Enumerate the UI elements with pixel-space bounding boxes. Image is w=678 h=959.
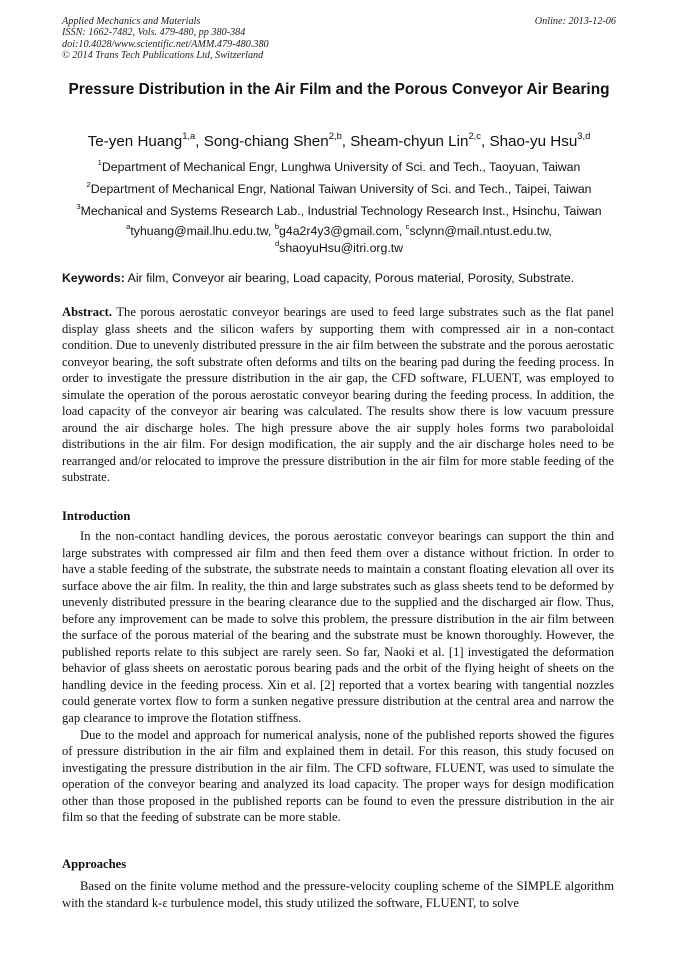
affiliation-text: Department of Mechanical Engr, Lunghwa University of Sci. and Tech., Taoyuan, Taiwan bbox=[101, 160, 581, 175]
email-superscript: b bbox=[274, 222, 280, 232]
journal-header bbox=[62, 16, 269, 61]
author-superscript: 3,d bbox=[577, 130, 591, 142]
affiliation-text: Department of Mechanical Engr, National Taiwan University of Sci. and Tech., Taipei, Taiwan bbox=[90, 182, 592, 197]
affiliation-superscript: 3 bbox=[76, 202, 81, 212]
author-name: Shao-yu Hsu bbox=[489, 133, 578, 151]
author-superscript: 1,a bbox=[182, 130, 196, 142]
section-heading: Approaches bbox=[62, 857, 127, 871]
doi-line: doi:10.4028/www.scientific.net/AMM.479-480.380 bbox=[62, 38, 269, 50]
author-superscript: 2,b bbox=[328, 130, 342, 142]
affiliation-text: Mechanical and Systems Research Lab., Industrial Technology Research Inst., Hsinchu, Taiwan bbox=[80, 204, 602, 219]
email-list bbox=[62, 221, 616, 255]
keywords-label: Keywords: bbox=[62, 271, 125, 285]
paragraph: Based on the finite volume method and the pressure-velocity coupling scheme of the SIMPLE algorithm with the standard k-ε turbulence model, this study utilized the software, FLUENT, to solve bbox=[62, 879, 614, 910]
affiliation bbox=[40, 200, 638, 219]
email-superscript: d bbox=[274, 239, 280, 249]
abstract-text: The porous aerostatic conveyor bearings are used to feed large substrates such as the flat panel display glass sheets and the silicon wafers by supporting them with compressed air in a non-contact condition. Due to unevenly distributed pressure in the air film between the substrate and the porous aerostatic conveyor bearing, the soft substrate often deforms and tilts on the bearing pad during the feeding process. In order to investigate the pressure distribution in the air gap, the CFD software, FLUENT, was employed to simulate the operation of the porous aerostatic conveyor bearing during the feeding process. In addition, the load capacity of the conveyor air bearing was calculated. The results show there is low vacuum pressure around the air discharge holes. The high pressure above the air supply holes forms two paraboloidal distributions in the air film. For design modification, the air supply and the air discharge holes need to be rearranged and/or relocated to improve the pressure distribution in the air film for more stable feeding of the substrate. bbox=[62, 305, 615, 485]
email-address: shaoyuHsu@itri.org.tw bbox=[279, 241, 404, 256]
approaches-body bbox=[62, 878, 614, 911]
affiliation bbox=[40, 178, 638, 197]
email-address: sclynn@mail.ntust.edu.tw, bbox=[409, 224, 552, 239]
abstract bbox=[62, 304, 614, 486]
email-address: g4a2r4y3@gmail.com, bbox=[279, 224, 403, 239]
copyright-line: © 2014 Trans Tech Publications Ltd, Switzerland bbox=[62, 49, 264, 61]
keywords bbox=[62, 271, 574, 286]
keywords-text: Air film, Conveyor air bearing, Load capacity, Porous material, Porosity, Substrate. bbox=[127, 271, 575, 285]
paragraph: In the non-contact handling devices, the porous aerostatic conveyor bearings can support the thin and large substrates with compressed air film and then feed them over a distance without friction. In order to have a stable feeding of the substrate, the substrate needs to maintain a constant floating elevation all over its surface above the air film. In reality, the thin and large substrates such as glass sheets tend to be deformed by unevenly distributed pressure in the bearing clearance due to the supplied and the discharged air flow. Thus, before any improvement can be made to solve this problem, the pressure distribution in the air film between the surface of the porous material of the bearing and the substrate must be known thoroughly. However, the published reports relate to this subject are rarely seen. So far, Naoki et al. [1] investigated the deformation behavior of glass sheets on aerostatic porous bearing pads and the orbit of the flying height of sheets on the handling device in the feeding process. Xin et al. [2] reported that a vortex bearing with tangential nozzles could generate vortex flow to form a sunken negative pressure distribution at the central area and narrow the gap clearance to improve the flotation stiffness. bbox=[62, 529, 614, 726]
author-superscript: 2,c bbox=[468, 130, 482, 142]
paper-title: Pressure Distribution in the Air Film and the Porous Conveyor Air Bearing bbox=[68, 81, 610, 98]
author-name: Song-chiang Shen bbox=[203, 133, 329, 151]
email-superscript: c bbox=[405, 222, 410, 232]
abstract-label: Abstract. bbox=[62, 305, 113, 319]
email-address: tyhuang@mail.lhu.edu.tw, bbox=[130, 224, 272, 239]
author-list: Te-yen Huang$^{1,a}$, Song-chiang Shen$^{2,b}$, Sheam-chyun Lin$^{2,c}$, Shao-yu Hsu$^{3,d}$ bbox=[87, 130, 591, 151]
online-date: Online: 2013-12-06 bbox=[534, 16, 616, 27]
journal-name: Applied Mechanics and Materials bbox=[62, 16, 201, 27]
email-superscript: a bbox=[126, 222, 131, 232]
affiliation bbox=[40, 156, 638, 175]
affiliation-superscript: 2 bbox=[86, 180, 91, 190]
author-name: Sheam-chyun Lin bbox=[350, 133, 469, 151]
paragraph: Due to the model and approach for numerical analysis, none of the published reports showed the figures of pressure distribution in the air film and explained them in detail. For this reason, this study focused on investigating the pressure distribution in the air film. The CFD software, FLUENT, was used to simulate the operation of the conveyor bearing and analyzed its load capacity. The proper ways for design modification other than those proposed in the published reports can be found to even the pressure distribution in the air film so that the feeding of substrate can be more stable. bbox=[62, 727, 614, 825]
issn-line: ISSN: 1662-7482, Vols. 479-480, pp 380-384 bbox=[62, 27, 246, 39]
section-heading: Introduction bbox=[62, 509, 131, 523]
author-name: Te-yen Huang bbox=[87, 133, 183, 151]
introduction-body bbox=[62, 528, 614, 826]
affiliation-superscript: 1 bbox=[97, 158, 102, 168]
